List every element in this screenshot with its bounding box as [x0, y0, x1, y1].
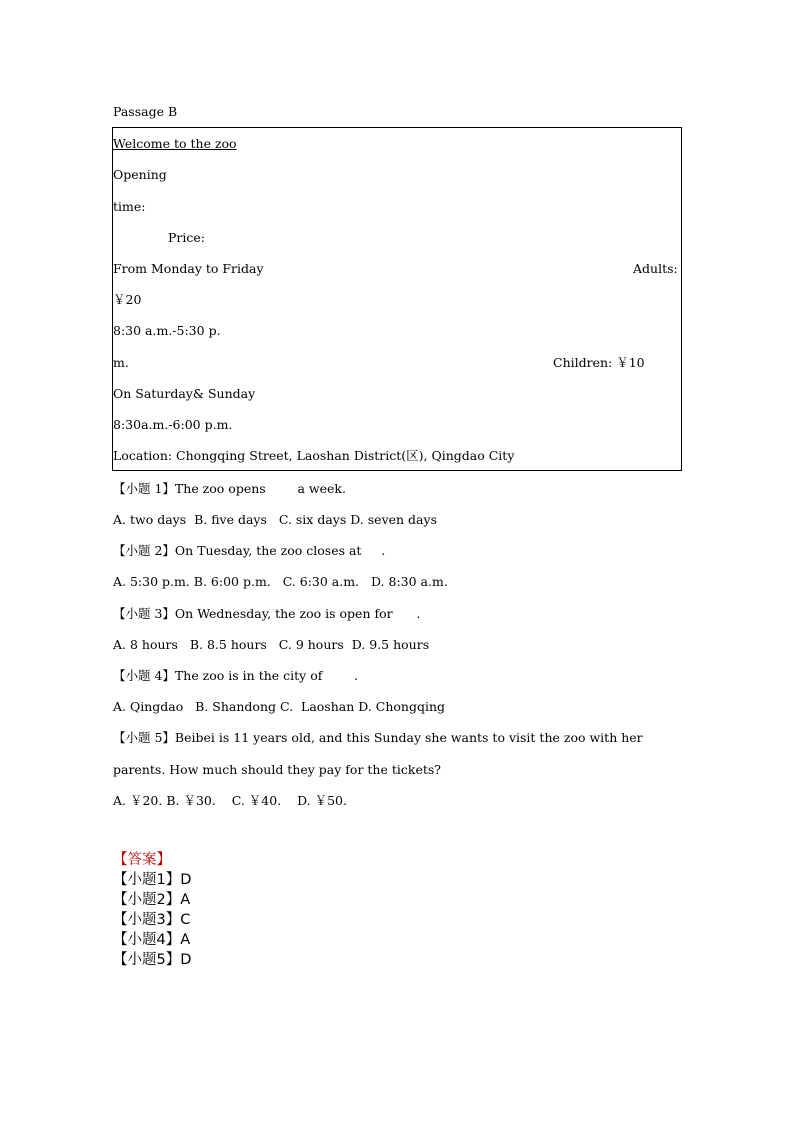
question-5-stem-cont: parents. How much should they pay for the tickets?: [113, 762, 441, 777]
notice-location: Location: Chongqing Street, Laoshan District(区), Qingdao City: [113, 448, 515, 463]
question-5-options: A. ￥20. B. ￥30. C. ￥40. D. ￥50.: [113, 793, 347, 808]
notice-weekend-hours: 8:30a.m.-6:00 p.m.: [113, 417, 233, 432]
answer-heading: 【答案】: [113, 852, 171, 868]
question-2-stem: 【小题 2】On Tuesday, the zoo closes at .: [113, 543, 386, 558]
answer-item-4: 【小题4】A: [113, 932, 191, 948]
question-4-options: A. Qingdao B. Shandong C. Laoshan D. Chongqing: [113, 699, 446, 714]
notice-welcome: Welcome to the zoo: [113, 136, 237, 151]
answer-item-3: 【小题3】C: [113, 912, 191, 928]
notice-opening-label: Opening: [113, 167, 167, 182]
answer-item-5: 【小题5】D: [113, 952, 192, 968]
notice-time-label: time:: [113, 199, 146, 214]
question-2-options: A. 5:30 p.m. B. 6:00 p.m. C. 6:30 a.m. D. 8:30 a.m.: [113, 574, 448, 589]
notice-children-price: Children: ￥10: [553, 355, 645, 370]
notice-weekend-label: On Saturday& Sunday: [113, 386, 256, 401]
notice-adults-label: Adults:: [633, 261, 678, 276]
passage-title: Passage B: [113, 104, 178, 119]
question-1-stem: 【小题 1】The zoo opens a week.: [113, 481, 346, 496]
question-3-options: A. 8 hours B. 8.5 hours C. 9 hours D. 9.5 hours: [113, 637, 430, 652]
notice-price-label: Price:: [168, 230, 205, 245]
notice-weekday-hours-cont: m.: [113, 355, 129, 370]
question-1-options: A. two days B. five days C. six days D. seven days: [113, 512, 437, 527]
question-5-stem: 【小题 5】Beibei is 11 years old, and this Sunday she wants to visit the zoo with her: [113, 730, 643, 745]
notice-weekday-label: From Monday to Friday: [113, 261, 264, 276]
notice-adults-price: ￥20: [113, 292, 142, 307]
question-3-stem: 【小题 3】On Wednesday, the zoo is open for .: [113, 606, 421, 621]
question-4-stem: 【小题 4】The zoo is in the city of .: [113, 668, 359, 683]
answer-item-1: 【小题1】D: [113, 872, 192, 888]
notice-weekday-hours: 8:30 a.m.-5:30 p.: [113, 323, 221, 338]
answer-item-2: 【小题2】A: [113, 892, 191, 908]
